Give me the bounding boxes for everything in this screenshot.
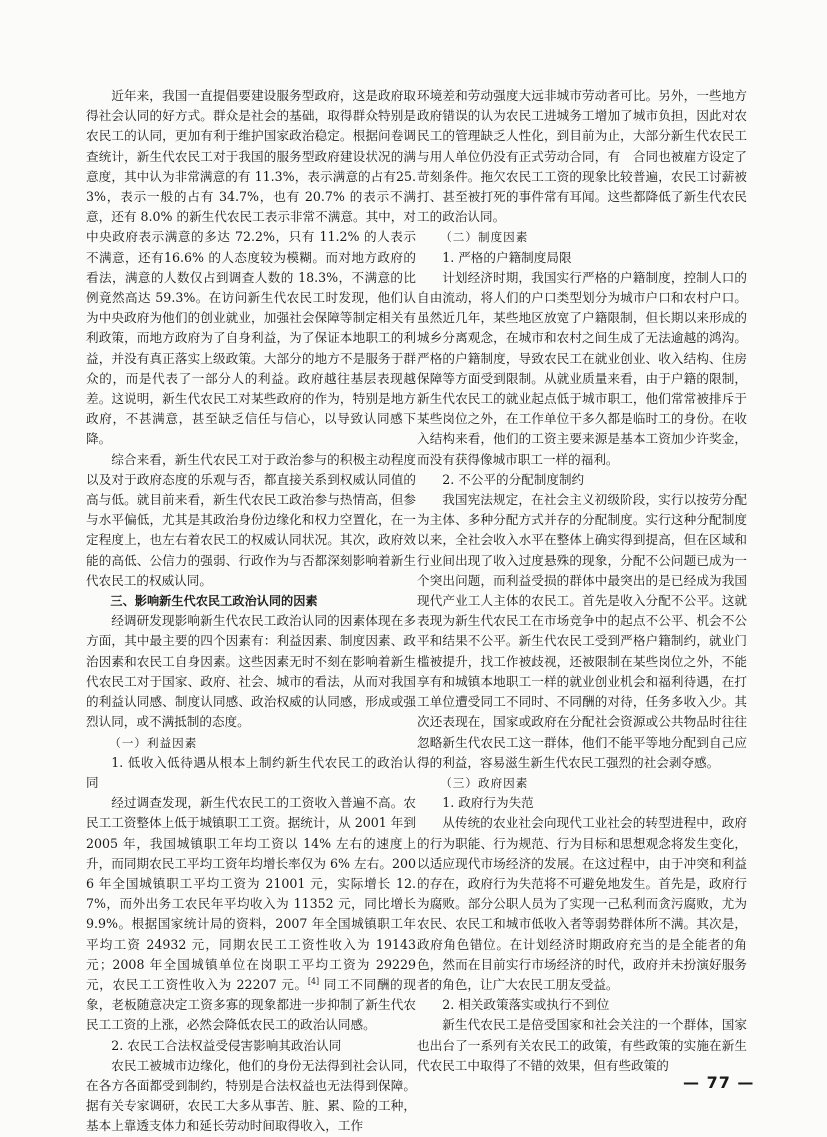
citation-marker: [4]	[307, 976, 320, 986]
paragraph: 计划经济时期，我国实行严格的户籍制度，控制人口的自由流动，将人们的户口类型划分为城市户口和农村户口。虽然近几年，某些地区放宽了户籍限制，但长期以来形成的城乡分离观念，在城市和农村之间生成了无法逾越的鸿沟。严格的户籍制度，导致农民工在就业创业、收入结构、住房保障等方面受到限制。从就业质量来看，由于户籍的限制，新生代农民工的就业起点低于城市职工，他们常常被排斥于某些岗位之外，在工作单位干多久都是临时工的身份。在收入结构来看，他们的工资主要来源是基本工资加少许奖金，而没有获得像城市职工一样的福利。	[417, 269, 747, 467]
subsubsection-heading: 1. 政府行为失范	[442, 795, 534, 811]
paragraph-text: 同工不同酬的现象，老板随意决定工资多寡的现象都进一步抑制了新生代农民工工资的上涨，必然会降低农民工的政治认同感。	[86, 976, 416, 1033]
left-column	[86, 86, 416, 1137]
paragraph: 农民工被城市边缘化，他们的身份无法得到社会认同，在各方各面都受到制约，特别是合法权益也无法得到保障。据有关专家调研，农民工大多从事苦、脏、累、险的工种，基本上靠透支体力和延长劳动时间取得收入，工作	[86, 1057, 416, 1134]
paragraph: 经调研发现影响新生代农民工政治认同的因素体现在多方面，其中最主要的四个因素有：利益因素、制度因素、政治因素和农民工自身因素。这些因素无时不刻在影响着新生代农民工对于国家、政府、社会、城市的看法，从而对我国的利益认同感、制度认同感、政治权威的认同感，形成或强烈认同，或不满抵制的态度。	[86, 613, 416, 730]
subsection-heading: （二）制度因素	[440, 230, 529, 245]
paragraph: 综合来看，新生代农民工对于政治参与的积极主动程度以及对于政府态度的乐观与否，都直接关系到权威认同值的高与低。就目前来看，新生代农民工政治参与热情高，但参与水平偏低，尤其是其政治身份边缘化和权力空置化，在一定程度上，也左右着农民工的权威认同状况。其次，政府效能的高低、公信力的强弱、行政作为与否都深刻影响着新生代农民工的权威认同。	[86, 451, 416, 588]
subsection-heading: （一）利益因素	[109, 735, 198, 750]
right-column	[417, 86, 747, 1076]
paragraph-text: 经过调查发现，新生代农民工的工资收入普遍不高。农民工工资整体上低于城镇职工工资。据统计，从 2001 年到 2005 年，我国城镇职工年均工资以 14% 左右的速度上升，而同期农民工平均工资年均增长率仅为 6% 左右。2006 年全国城镇职工平均工资为 21001 元，实际增长 12.7%，而外出务工农民年平均收入为 11352 元，同比增长 9.9%。根据国家统计局的资料，2007 年全国城镇职工年平均工资 24932 元，同期农民工工资性收入为 19143 元；2008 年全国城镇单位在岗职工平均工资为 29229 元，农民工工资性收入为 22207 元。	[86, 795, 416, 992]
subsubsection-heading: 2. 农民工合法权益受侵害影响其政治认同	[111, 1037, 342, 1053]
subsubsection-heading: 2. 相关政策落实或执行不到位	[442, 997, 610, 1013]
paragraph	[86, 793, 416, 1035]
paragraph: 近年来，我国一直提倡要建设服务型政府，这是政府取得社会认同的好方式。群众是社会的基础，取得群众特别是农民工的认同，更加有利于维护国家政治稳定。根据问卷调查统计，新生代农民工对于我国的服务型政府建设状况的满意度，其中认为非常满意的有 11.3%，表示满意的占有25.3%，表示一般的占有 34.7%，也有 20.7% 的表示不满意，还有 8.0% 的新生代农民工表示非常不满意。其中，对中央政府表示满意的多达 72.2%，只有 11.2% 的人表示不满意，还有16.6% 的人态度较为模糊。而对地方政府的看法，满意的人数仅占到调查人数的 18.3%，不满意的比例竟然高达 59.3%。在访问新生代农民工时发现，他们认为中央政府为他们的创业就业，加强社会保障等制定相关有利政策，而地方政府为了自身利益，为了保证本地职工的利益，并没有真正落实上级政策。大部分的地方不是服务于群众的，而是代表了一部分人的利益。政府越往基层表现越差。这说明，新生代农民工对某些政府的作为，特别是地方政府，不甚满意，甚至缺乏信任与信心，以导致认同感下降。	[86, 88, 416, 447]
subsubsection-heading: 1. 严格的户籍制度局限	[442, 249, 572, 265]
paragraph: 新生代农民工是倍受国家和社会关注的一个群体，国家也出台了一系列有关农民工的政策，有些政策的实施在新生代农民工中取得了不错的效果，但有些政策的	[417, 1017, 747, 1073]
section-heading: 三、影响新生代农民工政治认同的因素	[110, 594, 318, 609]
paragraph: 环境差和劳动强度大远非城市劳动者可比。另外，一些地方政府错误的认为农民工进城务工增加了城市负担，因此对农民工的管理缺乏人性化，到目前为止，大部分新生代农民工与用人单位仍没有正式劳动合同，有 合同也被雇方设定了苛刻条件。拖欠农民工工资的现象比较普遍，农民工讨薪被打、甚至被打死的事件常有耳闻。这些都降低了新生代农民工的政治认同。	[417, 88, 747, 225]
paragraph: 我国宪法规定，在社会主义初级阶段，实行以按劳分配为主体、多种分配方式并存的分配制度。实行这种分配制度以来，全社会收入水平在整体上确实得到提高，但在区域和行业间出现了收入过度悬殊的现象，分配不公问题已成为一个突出问题，而利益受损的群体中最突出的是已经成为我国现代产业工人主体的农民工。首先是收入分配不公平。这就表现为新生代农民工在市场竞争中的起点不公平、机会不公平和结果不公平。新生代农民工受到严格户籍制约，就业门槛被提升，找工作被歧视，还被限制在某些岗位之外，不能享有和城镇本地职工一样的就业创业机会和福利待遇，在打工单位遭受同工不同时、不同酬的对待，任务多收入少。其次还表现在，国家或政府在分配社会资源或公共物品时往往忽略新生代农民工这一群体，他们不能平等地分配到自己应得的利益，容易滋生新生代农民工强烈的社会剥夺感。	[417, 492, 747, 770]
subsection-heading: （三）政府因素	[440, 775, 529, 790]
subsubsection-heading: 2. 不公平的分配制度制约	[442, 471, 585, 487]
page-number: — 77 —	[683, 1073, 755, 1092]
subsubsection-heading: 1. 低收入低待遇从根本上制约新生代农民工的政治认同	[86, 754, 416, 790]
paragraph: 从传统的农业社会向现代工业社会的转型进程中，政府的行为职能、行为规范、行为目标和思想观念将发生变化，以适应现代市场经济的发展。在这过程中，由于冲突和利益的存在，政府行为失范将不可避免地发生。首先是，政府行为腐败。部分公职人员为了实现一己私利而贪污腐败，尤为农民、农民工和城市低收入者等弱势群体所不满。其次是，政府角色错位。在计划经济时期政府充当的是全能者的角色，然而在目前实行市场经济的时代，政府并未扮演好服务者的角色，让广大农民工朋友受益。	[417, 815, 747, 992]
